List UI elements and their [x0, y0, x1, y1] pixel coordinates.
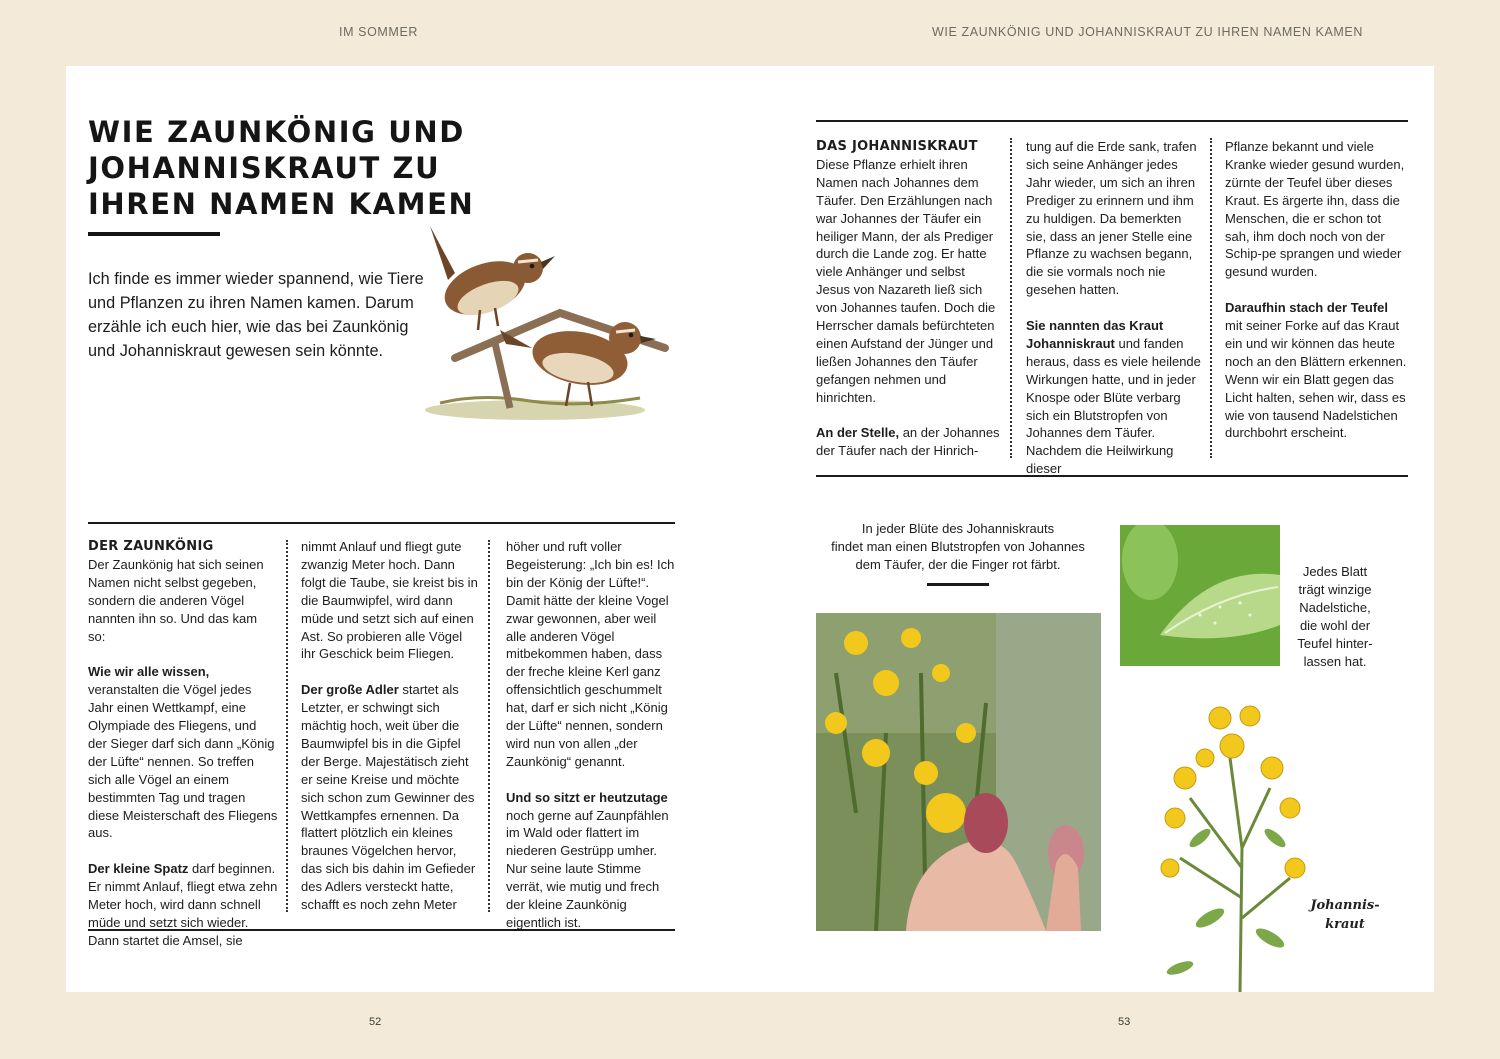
caption-line: In jeder Blüte des Johanniskrauts	[861, 521, 1055, 536]
running-title-right: WIE ZAUNKÖNIG UND JOHANNISKRAUT ZU IHREN NAMEN KAMEN	[932, 25, 1363, 39]
zaunkoenig-column-1	[88, 538, 278, 968]
title-line: JOHANNISKRAUT ZU	[88, 151, 441, 185]
lead-in-text: Daraufhin stach der Teufel	[1225, 300, 1389, 316]
body-text: tung auf die Erde sank, trafen sich seine Anhänger jedes Jahr wieder, um sich an ihren Prediger zu erinnern und ihm zu huldigen. Da bemerkten sie, dass an jener Stelle eine Pflanze zu wachsen begann, die sie vormals noch nie gesehen hatten.	[1026, 139, 1197, 298]
body-text: mit seiner Forke auf das Kraut ein und wir können das heute noch an den Blättern erkennen. Wenn wir ein Blatt gegen das Licht halten, sehen wir, dass es wie von tausend Nadelstichen durchbohrt erscheint.	[1225, 318, 1407, 441]
caption-line: trägt winzige	[1298, 582, 1372, 597]
body-text: veranstalten die Vögel jedes Jahr einen Wettkampf, eine Olympiade des Fliegens, und der Sieger darf sich dann „König der Lüfte“ nennen. So treffen sich alle Vögel an einem bestimmten Tag und tragen diese Meisterschaft des Fliegens aus.	[88, 682, 278, 841]
lead-in-text: Wie wir alle wissen,	[88, 664, 210, 680]
body-text: nimmt Anlauf und fliegt gute zwanzig Meter hoch. Dann folgt die Taube, sie kreist bis in die Baumwipfel, wird dann müde und setzt sich auf einen Ast. So probieren alle Vögel ihr Geschick beim Fliegen.	[301, 539, 478, 662]
caption-line: Jedes Blatt	[1302, 564, 1368, 579]
page-title	[88, 114, 508, 222]
column-divider	[1010, 138, 1012, 458]
title-underline	[88, 232, 220, 236]
wren-illustration	[420, 218, 690, 423]
lead-in-text: Der kleine Spatz	[88, 861, 189, 877]
section-rule-top	[816, 120, 1408, 122]
leaf-closeup-photo	[1120, 525, 1280, 666]
illustration-label	[1305, 896, 1385, 934]
caption-line: dem Täufer, der die Finger rot färbt.	[855, 557, 1061, 572]
title-line: WIE ZAUNKÖNIG UND	[88, 115, 465, 149]
body-text: Diese Pflanze erhielt ihren Namen nach Johannes dem Täufer. Den Erzählungen nach war Johannes der Täufer ein heiliger Mann, der als Prediger durch die Lande zog. Er hatte viele Anhänger und selbst Jesus von Nazareth ließ sich von Johannes taufen. Doch die Herrscher damals befürchteten einen Aufstand der Jünger und ließen Johannes den Täufer gefangen nehmen und hinrichten.	[816, 156, 996, 405]
page-number-left: 52	[369, 1016, 382, 1028]
body-text: Pflanze bekannt und viele Kranke wieder gesund wurden, zürnte der Teufel über dieses Kraut. Es ärgerte ihn, dass die Menschen, die er schon tot sah, ihm doch noch von der Schip-pe sprangen und wieder gesund wurden.	[1225, 139, 1405, 280]
section-heading: DER ZAUNKÖNIG	[88, 539, 214, 554]
caption-line: die wohl der	[1299, 618, 1371, 633]
body-text: startet als Letzter, er schwingt sich mächtig hoch, weit über die Baumwipfel bis in die Gipfel der Berge. Majestätisch zieht er seine Kreise und möchte sich schon zum Gewinner des Wettkampfes ernennen. Da flattert plötzlich ein kleines braunes Vögelchen hervor, das sich bis dahin im Gefieder des Adlers versteckt hatte, schafft es noch zehn Meter	[301, 682, 476, 913]
leaf-photo-caption	[1290, 563, 1380, 671]
body-text: noch gerne auf Zaunpfählen im Wald oder flattert im niederen Gestrüpp umher. Nur seine laute Stimme verrät, wie mutig und frech der kleine Zaunkönig eigentlich ist.	[506, 807, 669, 931]
running-title-left: IM SOMMER	[339, 25, 419, 39]
flower-hand-photo	[816, 613, 1101, 931]
intro-paragraph: Ich finde es immer wieder spannend, wie Tiere und Pflanzen zu ihren Namen kamen. Darum erzähle ich euch hier, wie das bei Zaunkönig und Johanniskraut gewesen sein könnte.	[88, 270, 424, 360]
caption-line: lassen hat.	[1303, 654, 1367, 669]
lead-in-text: Der große Adler	[301, 682, 399, 698]
johanniskraut-illustration	[1150, 698, 1310, 992]
body-text: höher und ruft voller Begeisterung: „Ich bin es! Ich bin der König der Lüfte!“. Damit hätte der kleine Vogel zwar gewonnen, aber weil alle anderen Vögel mitbekommen haben, dass der freche kleine Kerl ganz offensichtlich geschummelt hat, darf er sich nicht „König der Lüfte“ nennen, sondern wird nun von allen „der Zaunkönig“ genannt.	[506, 539, 675, 769]
body-text: und fanden heraus, dass es viele heilende Wirkungen hatte, und in jeder Knospe oder Blüte verbarg sich ein Blutstropfen von Johannes dem Täufer. Nachdem die Heilwirkung dieser	[1026, 335, 1201, 477]
caption-line: findet man einen Blutstropfen von Johannes	[831, 539, 1085, 554]
lead-in-text: Sie nannten das Kraut Johanniskraut	[1026, 318, 1164, 351]
label-line: kraut	[1325, 917, 1365, 932]
column-divider	[488, 540, 490, 912]
johanniskraut-column-2	[1026, 138, 1204, 496]
title-line: IHREN NAMEN KAMEN	[88, 187, 475, 221]
page-number-right: 53	[1118, 1016, 1131, 1028]
body-text: darf beginnen. Er nimmt Anlauf, fliegt etwa zehn Meter hoch, wird dann schnell müde und setzt sich wieder. Dann startet die Amsel, sie	[88, 861, 278, 948]
caption-rule	[927, 583, 989, 586]
section-rule-top	[88, 522, 675, 524]
column-divider	[1210, 138, 1212, 458]
johanniskraut-column-1	[816, 138, 1002, 478]
caption-line: Nadelstiche,	[1299, 600, 1371, 615]
lead-in-text: Und so sitzt er heutzutage	[506, 789, 668, 805]
johanniskraut-column-3	[1225, 138, 1407, 460]
caption-line: Teufel hinter-	[1297, 636, 1373, 651]
zaunkoenig-column-2	[301, 538, 479, 932]
bloom-photo-caption	[816, 520, 1100, 574]
label-line: Johannis-	[1310, 898, 1380, 913]
lead-in-text: An der Stelle,	[816, 425, 900, 441]
column-divider	[286, 540, 288, 912]
body-text: Der Zaunkönig hat sich seinen Namen nicht selbst gegeben, sondern die anderen Vögel nannten ihn so. Und das kam so:	[88, 556, 264, 644]
section-heading: DAS JOHANNISKRAUT	[816, 139, 978, 154]
body-text: an der Johannes der Täufer nach der Hinrich-	[816, 425, 1000, 459]
zaunkoenig-column-3	[506, 538, 680, 950]
